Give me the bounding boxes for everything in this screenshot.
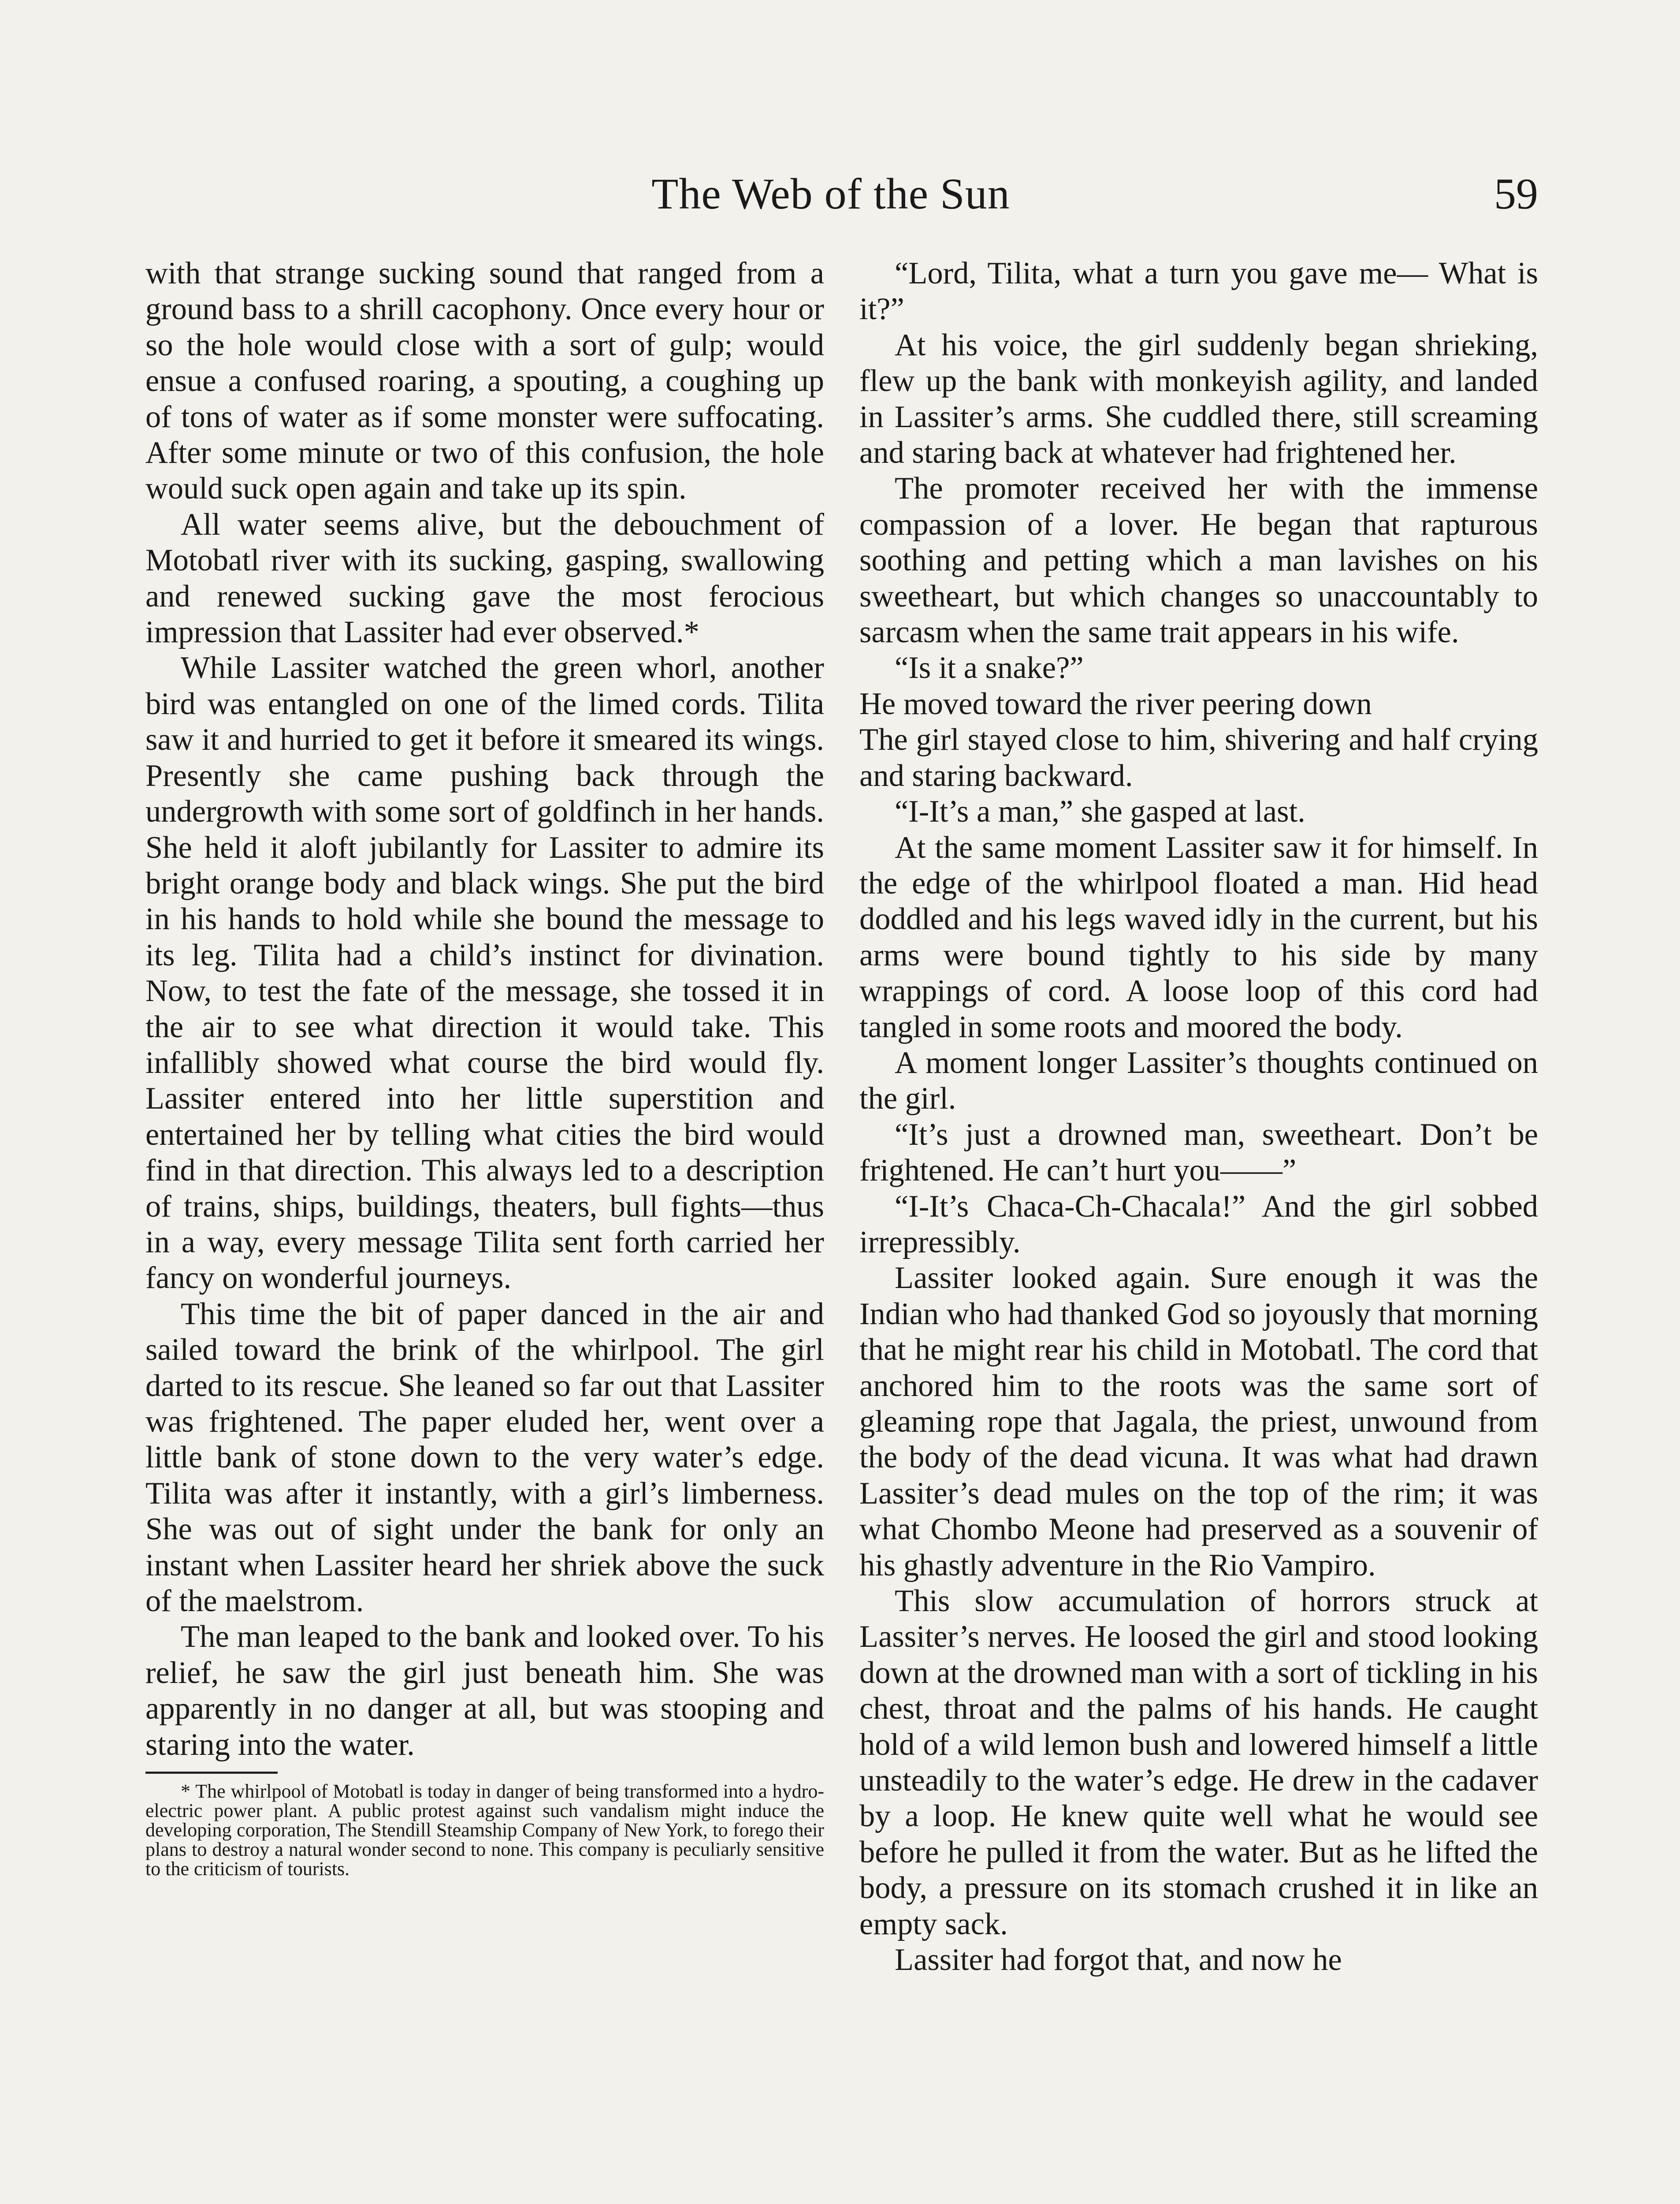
paragraph: “It’s just a drowned man, sweetheart. Don’t be frightened. He can’t hurt you——” [859, 1117, 1538, 1188]
paragraph: This slow accumulation of horrors struck at Lassiter’s nerves. He loosed the girl and stood looking down at the drowned man with a sort of tickling in his chest, throat and the palms of his hands. He caught hold of a wild lemon bush and lowered himself a little unsteadily to the water’s edge. He drew in the cadaver by a loop. He knew quite well what he would see before he pulled it from the water. But as he lifted the body, a pressure on its stomach crushed it in like an empty sack. [859, 1584, 1538, 1941]
paragraph: At the same moment Lassiter saw it for himself. In the edge of the whirlpool floated a man. Hid head doddled and his legs waved idly in the current, but his arms were bound tightly to his side by many wrappings of cord. A loose loop of this cord had tangled in some roots and moored the body. [859, 830, 1538, 1044]
paragraph: “Is it a snake?” [895, 651, 1084, 685]
paragraph: He moved toward the river peering down [859, 686, 1372, 721]
running-head [123, 163, 1538, 225]
paragraph: While Lassiter watched the green whorl, another bird was entangled on one of the limed cords. Tilita saw it and hurried to get it before it smeared its wings. Presently she came pushing back through the undergrowth with some sort of goldfinch in her hands. She held it aloft jubilantly for Lassiter to admire its bright orange body and black wings. She put the bird in his hands to hold while she bound the message to its leg. Tilita had a child’s instinct for divination. Now, to test the fate of the message, she tossed it in the air to see what direction it would take. This infallibly showed what course the bird would fly. Lassiter entered into her little superstition and entertained her by telling what cities the bird would find in that direction. This always led to a description of trains, ships, buildings, theaters, bull fights—thus in a way, every message Tilita sent forth carried her fancy on wonderful journeys. [145, 651, 824, 1296]
paragraph: The man leaped to the bank and looked over. To his relief, he saw the girl just beneath him. She was apparently in no danger at all, but was stooping and staring into the water. [145, 1619, 824, 1762]
paragraph: “I-It’s Chaca-Ch-Chacala!” And the girl sobbed irrepressibly. [859, 1189, 1538, 1259]
paragraph: “Lord, Tilita, what a turn you gave me— What is it?” [859, 256, 1538, 327]
paragraph: At his voice, the girl suddenly began shrieking, flew up the bank with monkeyish agility, and landed in Lassiter’s arms. She cuddled there, still screaming and staring back at whatever had frightened her. [859, 328, 1538, 470]
footnote-rule [145, 1772, 278, 1774]
paragraph: The promoter received her with the immense compassion of a lover. He began that rapturous soothing and petting which a man lavishes on his sweetheart, but which changes so unaccountably to sarcasm when the same trait appears in his wife. [859, 471, 1538, 650]
paragraph: A moment longer Lassiter’s thoughts continued on the girl. [859, 1045, 1538, 1116]
paragraph: “I-It’s a man,” she gasped at last. [895, 794, 1305, 829]
right-column [859, 256, 1538, 1978]
paragraph: Lassiter had forgot that, and now he [895, 1943, 1342, 1977]
paragraph: The girl stayed close to him, shivering and half crying and staring backward. [859, 722, 1538, 793]
left-column [145, 256, 824, 1879]
footnote: * The whirlpool of Motobatl is today in danger of being transformed into a hydro-electric power plant. A public protest against such vandalism might induce the developing corporation, The Stendill Steamship Company of New York, to forego their plans to destroy a natural wonder second to none. This company is peculiarly sensitive to the criticism of tourists. [145, 1780, 824, 1880]
running-title: The Web of the Sun [651, 169, 1010, 218]
page-number: 59 [1494, 169, 1538, 218]
paragraph: Lassiter looked again. Sure enough it was the Indian who had thanked God so joyously that morning that he might rear his child in Motobatl. The cord that anchored him to the roots was the same sort of gleaming rope that Jagala, the priest, unwound from the body of the dead vicuna. It was what had drawn Lassiter’s dead mules on the top of the rim; it was what Chombo Meone had preserved as a souvenir of his ghastly adventure in the Rio Vampiro. [859, 1261, 1538, 1582]
paragraph: with that strange sucking sound that ranged from a ground bass to a shrill cacophony. Once every hour or so the hole would close with a sort of gulp; would ensue a confused roaring, a spouting, a coughing up of tons of water as if some monster were suffocating. After some minute or two of this confusion, the hole would suck open again and take up its spin. [145, 256, 824, 506]
paragraph: All water seems alive, but the debouchment of Motobatl river with its sucking, gasping, swallowing and renewed sucking gave the most ferocious impression that Lassiter had ever observed.* [145, 507, 824, 650]
paragraph: This time the bit of paper danced in the air and sailed toward the brink of the whirlpool. The girl darted to its rescue. She leaned so far out that Lassiter was frightened. The paper eluded her, went over a little bank of stone down to the very water’s edge. Tilita was after it instantly, with a girl’s limberness. She was out of sight under the bank for only an instant when Lassiter heard her shriek above the suck of the maelstrom. [145, 1296, 824, 1619]
